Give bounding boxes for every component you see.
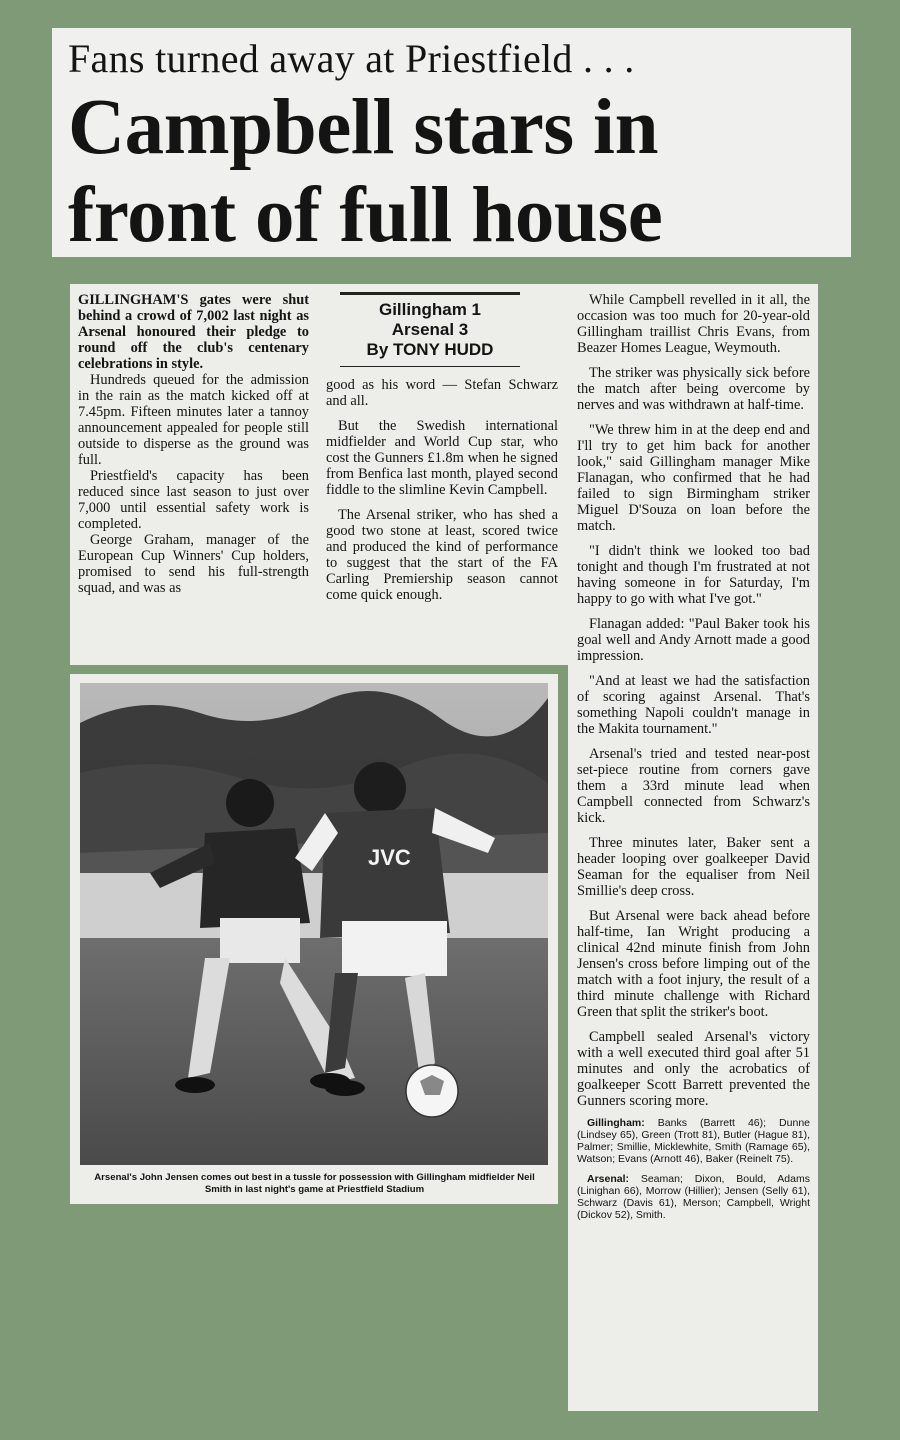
article-paragraph: But Arsenal were back ahead before half-time, Ian Wright producing a clinical 42nd minute finish from John Jensen's cross before limping out of the match with a foot injury, the result of a third minute challenge with Richard Green that split the striker's boot.: [577, 908, 810, 1020]
article-paragraph: Flanagan added: "Paul Baker took his goal well and Andy Arnott made a good impression.: [577, 616, 810, 664]
lineup-team-label: Gillingham:: [587, 1117, 645, 1129]
article-paragraph: Arsenal's tried and tested near-post set-piece routine from corners gave them a 33rd minute lead when Campbell connected from Schwarz's kick.: [577, 746, 810, 826]
byline-author: By TONY HUDD: [366, 340, 494, 359]
article-column-2: [316, 284, 568, 665]
article-paragraph: Three minutes later, Baker sent a header looping over goalkeeper David Seaman for the equaliser from Neil Smillie's deep cross.: [577, 835, 810, 899]
article-paragraph: But the Swedish international midfielder and World Cup star, who cost the Gunners £1.8m when he signed from Benfica last month, played second fiddle to the slimline Kevin Campbell.: [326, 418, 558, 498]
lineup-arsenal: [577, 1173, 810, 1221]
article-paragraph: "And at least we had the satisfaction of scoring against Arsenal. That's something Napoli couldn't manage in the Makita tournament.": [577, 673, 810, 737]
byline-box: [340, 292, 520, 367]
article-paragraph: While Campbell revelled in it all, the occasion was too much for 20-year-old Gillingham traillist Chris Evans, from Beazer Homes League, Weymouth.: [577, 292, 810, 356]
article-lead-paragraph: GILLINGHAM'S gates were shut behind a crowd of 7,002 last night as Arsenal honoured their pledge to round off the club's centenary celebrations in style.: [78, 292, 309, 372]
lineup-gillingham: [577, 1117, 810, 1165]
score-gillingham: Gillingham 1: [378, 300, 482, 319]
headline-line-2: front of full house: [68, 172, 663, 259]
headline-line-1: Campbell stars in: [68, 84, 659, 171]
article-paragraph: good as his word — Stefan Schwarz and all.: [326, 377, 558, 409]
article-paragraph: The striker was physically sick before the match after being overcome by nerves and was withdrawn at half-time.: [577, 365, 810, 413]
article-paragraph: Campbell sealed Arsenal's victory with a well executed third goal after 51 minutes and only the acrobatics of goalkeeper Scott Barrett prevented the Gunners scoring more.: [577, 1029, 810, 1109]
article-paragraph: The Arsenal striker, who has shed a good two stone at least, scored twice and produced the kind of performance to suggest that the start of the FA Carling Premiership season cannot come quick enough.: [326, 507, 558, 603]
lineup-players: Seaman; Dixon, Bould, Adams (Linighan 66), Morrow (Hillier); Jensen (Selly 61), Schwarz (Davis 61), Merson; Campbell, Wright (Dickov 52), Smith.: [577, 1173, 810, 1221]
article-paragraph: Hundreds queued for the admission in the rain as the match kicked off at 7.45pm. Fifteen minutes later a tannoy announcement appealed for people still outside to disperse as the ground was full.: [78, 372, 309, 468]
photo-caption: Arsenal's John Jensen comes out best in a tussle for possession with Gillingham midfielder Neil Smith in last night's game at Priestfield Stadium: [94, 1172, 535, 1195]
article-column-3: [568, 284, 818, 1411]
article-paragraph: Priestfield's capacity has been reduced since last season to just over 7,000 until essential safety work is completed.: [78, 468, 309, 532]
lineup-team-label: Arsenal:: [587, 1173, 630, 1185]
match-photo: [80, 683, 548, 1165]
photo-block: [70, 674, 558, 1204]
pitch: [80, 938, 548, 1165]
headline-panel: [52, 28, 851, 257]
lineup-players: Banks (Barrett 46); Dunne (Lindsey 65), Green (Trott 81), Butler (Hague 81), Palmer; Smillie, Micklewhite, Smith (Ramage 65), Watson; Evans (Arnott 46), Baker (Reinelt 75).: [577, 1117, 810, 1165]
team-lineups: [577, 1117, 810, 1221]
article-column-1: [70, 284, 316, 665]
score-arsenal: Arsenal 3: [391, 320, 469, 339]
shirt-sponsor-text: JVC: [368, 845, 411, 870]
kicker: Fans turned away at Priestfield . . .: [68, 36, 635, 81]
article-paragraph: "We threw him in at the deep end and I'll try to get him back for another look," said Gillingham manager Mike Flanagan, who confirmed that he had failed to sign Birmingham striker Miguel D'Souza on loan before the match.: [577, 422, 810, 534]
article-paragraph: "I didn't think we looked too bad tonight and though I'm frustrated at not having someone in for Saturday, I'm happy to go with what I've got.": [577, 543, 810, 607]
article-paragraph: George Graham, manager of the European Cup Winners' Cup holders, promised to send his full-strength squad, and was as: [78, 532, 309, 596]
hoarding: [80, 873, 548, 943]
